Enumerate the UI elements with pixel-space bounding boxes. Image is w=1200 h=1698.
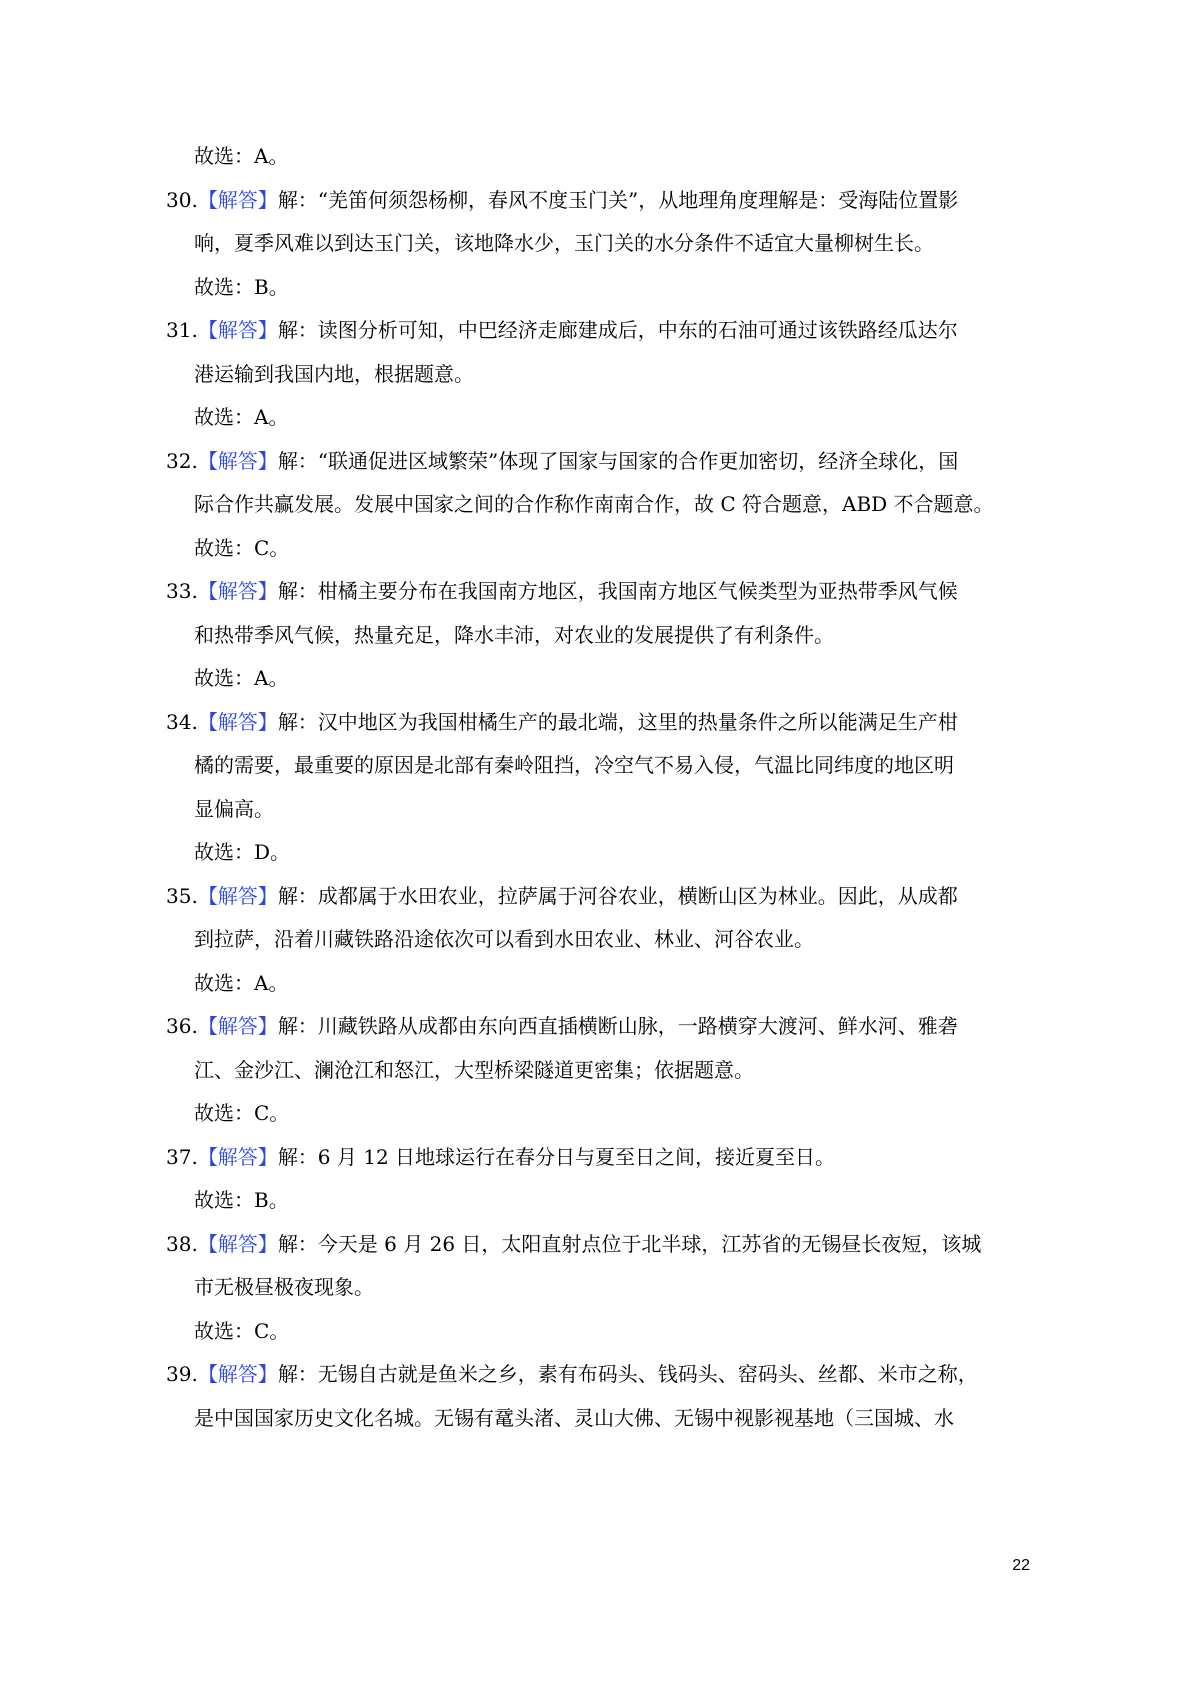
answer-text: 市无极昼极夜现象。 xyxy=(194,1275,374,1299)
answer-text: 解：无锡自古就是鱼米之乡，素有布码头、钱码头、窑码头、丝都、米市之称， xyxy=(277,1362,978,1386)
answer-text: 解：汉中地区为我国柑橘生产的最北端，这里的热量条件之所以能满足生产柑 xyxy=(277,709,958,734)
question-answer-line xyxy=(166,1012,958,1040)
choice-line xyxy=(194,1317,289,1345)
question-number: 31. xyxy=(166,318,198,342)
answer-text: 橘的需要，最重要的原因是北部有秦岭阻挡，冷空气不易入侵，气温比同纬度的地区明 xyxy=(194,753,954,777)
answer-text: 江、金沙江、澜沧江和怒江，大型桥梁隧道更密集；依据题意。 xyxy=(194,1057,754,1082)
answer-continuation-line xyxy=(194,795,274,823)
answer-tag: 【解答】 xyxy=(197,709,278,734)
answer-text: 解：成都属于水田农业，拉萨属于河谷农业，横断山区为林业。因此，从成都 xyxy=(277,883,958,908)
answer-continuation-line xyxy=(194,1273,374,1301)
answer-text: 响，夏季风难以到达玉门关，该地降水少，玉门关的水分条件不适宜大量柳树生长。 xyxy=(194,231,934,255)
question-number: 30. xyxy=(166,187,198,212)
previous-choice-line xyxy=(194,142,288,170)
choice-text: 故选：D。 xyxy=(194,840,291,864)
question-answer-line xyxy=(166,316,958,344)
answer-text: 解：今天是 6 月 26 日，太阳直射点位于北半球，江苏省的无锡昼长夜短，该城 xyxy=(277,1231,982,1256)
answer-continuation-line xyxy=(194,751,954,779)
answer-tag: 【解答】 xyxy=(197,448,278,473)
answer-text: 到拉萨，沿着川藏铁路沿途依次可以看到水田农业、林业、河谷农业。 xyxy=(194,927,814,951)
answer-text: 解：“羌笛何须怨杨柳，春风不度玉门关”，从地理角度理解是：受海陆位置影 xyxy=(277,187,959,212)
answer-tag: 【解答】 xyxy=(197,1144,278,1169)
question-answer-line xyxy=(166,708,958,736)
answer-continuation-line xyxy=(194,490,994,518)
choice-line xyxy=(194,1099,289,1127)
choice-line xyxy=(194,273,289,301)
question-answer-line xyxy=(166,447,958,475)
choice-line xyxy=(194,534,289,562)
question-answer-line xyxy=(166,186,958,214)
answer-text: 解：柑橘主要分布在我国南方地区，我国南方地区气候类型为亚热带季风气候 xyxy=(277,579,958,603)
answer-continuation-line xyxy=(194,360,474,388)
answer-text: 显偏高。 xyxy=(194,796,274,821)
answer-tag: 【解答】 xyxy=(197,1362,278,1386)
choice-text: 故选：A。 xyxy=(194,144,289,168)
answer-tag: 【解答】 xyxy=(197,318,278,342)
page-number: 22 xyxy=(1012,1557,1030,1574)
answer-text: 解：读图分析可知，中巴经济走廊建成后，中东的石油可通过该铁路经瓜达尔 xyxy=(277,318,958,342)
answer-continuation-line xyxy=(194,621,834,649)
answer-tag: 【解答】 xyxy=(197,1014,278,1038)
question-answer-line xyxy=(166,1230,981,1258)
choice-line xyxy=(194,1186,289,1214)
answer-continuation-line xyxy=(194,229,934,257)
answer-tag: 【解答】 xyxy=(197,1231,278,1256)
choice-text: 故选：A。 xyxy=(194,666,289,690)
answer-text: 港运输到我国内地，根据题意。 xyxy=(194,361,474,386)
question-number: 36. xyxy=(166,1014,198,1038)
answer-text: 解：“联通促进区域繁荣”体现了国家与国家的合作更加密切，经济全球化，国 xyxy=(277,448,959,473)
answer-text: 解：6 月 12 日地球运行在春分日与夏至日之间，接近夏至日。 xyxy=(277,1144,836,1169)
question-answer-line xyxy=(166,577,958,605)
choice-text: 故选：B。 xyxy=(194,274,289,299)
question-answer-line xyxy=(166,1143,835,1171)
question-number: 35. xyxy=(166,883,198,908)
question-number: 33. xyxy=(166,579,198,603)
question-answer-line xyxy=(166,1360,978,1388)
question-number: 37. xyxy=(166,1144,198,1169)
choice-text: 故选：C。 xyxy=(194,535,290,560)
choice-line xyxy=(194,838,290,866)
answer-continuation-line xyxy=(194,925,814,953)
answer-continuation-line xyxy=(194,1404,954,1432)
answer-text: 和热带季风气候，热量充足，降水丰沛，对农业的发展提供了有利条件。 xyxy=(194,622,834,647)
choice-text: 故选：B。 xyxy=(194,1188,289,1212)
answer-tag: 【解答】 xyxy=(197,579,278,603)
answer-text: 解：川藏铁路从成都由东向西直插横断山脉，一路横穿大渡河、鲜水河、雅砻 xyxy=(277,1014,958,1038)
choice-line xyxy=(194,664,288,692)
answer-continuation-line xyxy=(194,1056,754,1084)
answer-text: 是中国国家历史文化名城。无锡有鼋头渚、灵山大佛、无锡中视影视基地（三国城、水 xyxy=(194,1405,954,1430)
answer-tag: 【解答】 xyxy=(197,187,278,212)
question-number: 38. xyxy=(166,1231,198,1256)
choice-text: 故选：A。 xyxy=(194,970,289,995)
question-number: 39. xyxy=(166,1362,198,1386)
question-number: 32. xyxy=(166,448,198,473)
question-number: 34. xyxy=(166,709,198,734)
answer-text: 际合作共赢发展。发展中国家之间的合作称作南南合作，故 C 符合题意，ABD 不合题意。 xyxy=(194,492,994,516)
choice-line xyxy=(194,969,288,997)
choice-line xyxy=(194,403,288,431)
answer-tag: 【解答】 xyxy=(197,883,278,908)
choice-text: 故选：C。 xyxy=(194,1101,290,1125)
question-answer-line xyxy=(166,882,958,910)
choice-text: 故选：A。 xyxy=(194,405,289,429)
choice-text: 故选：C。 xyxy=(194,1318,290,1343)
